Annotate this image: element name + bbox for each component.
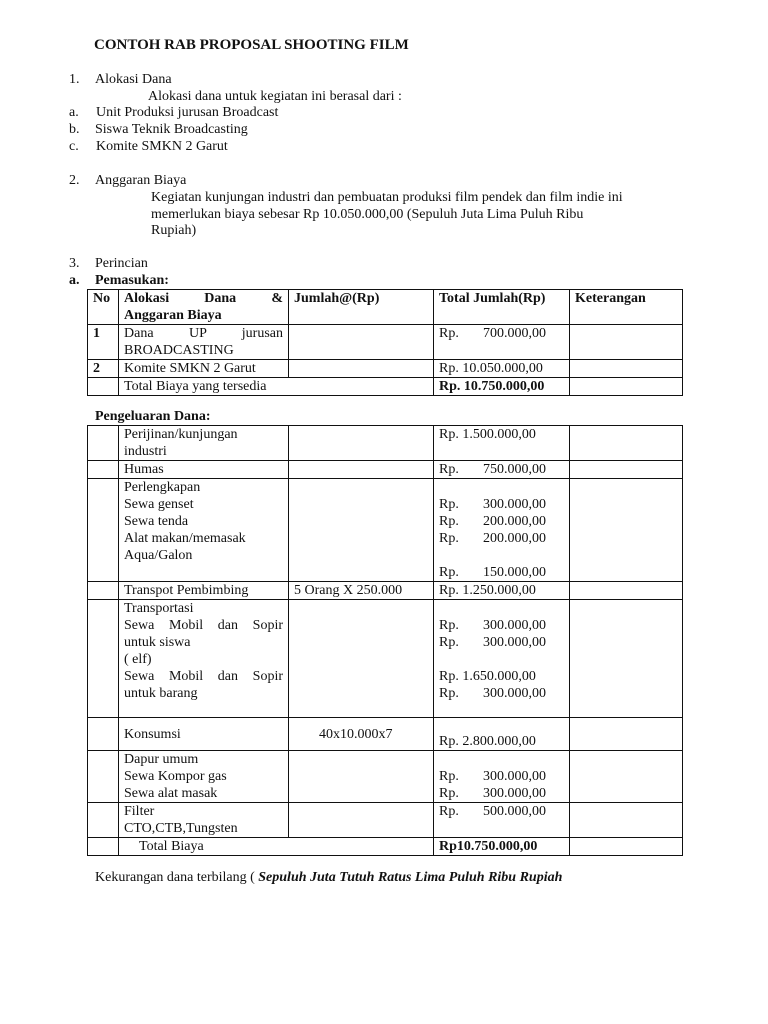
section-1-intro: Alokasi dana untuk kegiatan ini berasal dari :: [148, 89, 402, 104]
section-1-heading: Alokasi Dana: [95, 72, 172, 87]
section-1-number: 1.: [69, 72, 80, 87]
list-item: Siswa Teknik Broadcasting: [95, 122, 248, 137]
footer-note: [95, 869, 562, 886]
header-jumlah: Jumlah@(Rp): [289, 290, 434, 325]
list-marker: a.: [69, 105, 79, 120]
section-3-number: 3.: [69, 256, 80, 271]
section-2-heading: Anggaran Biaya: [95, 173, 187, 188]
table-row: Dapur umum Sewa Kompor gas Sewa alat masak Rp. 300.000,00 Rp. 300.000,00: [88, 751, 683, 803]
table-row: Transportasi Sewa Mobil dan Sopir untuk siswa ( elf) Sewa Mobil dan Sopir untuk barang Rp. 300.000,00 Rp. 300.000,00 Rp. 1.650.000,00 Rp. 300.000,00: [88, 600, 683, 718]
list-marker: b.: [69, 122, 80, 137]
section-2-line: Rupiah): [151, 223, 197, 238]
footer-prefix: Kekurangan dana terbilang (: [95, 870, 259, 885]
section-2-number: 2.: [69, 173, 80, 188]
table-header-row: [88, 290, 683, 325]
table-row: Humas Rp. 750.000,00: [88, 461, 683, 479]
header-alokasi: Alokasi Dana & Anggaran Biaya: [119, 290, 289, 325]
header-no: No: [88, 290, 119, 325]
income-table: [87, 289, 683, 396]
table-row: 2 Komite SMKN 2 Garut Rp. 10.050.000,00: [88, 360, 683, 378]
total-label: Total Biaya yang tersedia: [119, 378, 434, 396]
header-total: Total Jumlah(Rp): [434, 290, 570, 325]
section-2-line: Kegiatan kunjungan industri dan pembuatan produksi film pendek dan film indie ini: [151, 190, 623, 205]
total-value: Rp10.750.000,00: [434, 838, 570, 856]
total-label: Total Biaya: [119, 838, 434, 856]
expense-heading: Pengeluaran Dana:: [95, 409, 211, 424]
subsection-marker: a.: [69, 273, 80, 288]
expense-table: [87, 425, 683, 856]
income-heading: Pemasukan:: [95, 273, 169, 288]
document-title: CONTOH RAB PROPOSAL SHOOTING FILM: [94, 37, 409, 53]
table-row: Filter CTO,CTB,Tungsten Rp. 500.000,00: [88, 803, 683, 838]
list-item: Unit Produksi jurusan Broadcast: [96, 105, 279, 120]
header-keterangan: Keterangan: [570, 290, 683, 325]
table-row: Perijinan/kunjungan industri Rp. 1.500.000,00: [88, 426, 683, 461]
table-total-row: Total Biaya yang tersedia Rp. 10.750.000,00: [88, 378, 683, 396]
section-2-line: memerlukan biaya sebesar Rp 10.050.000,00 (Sepuluh Juta Lima Puluh Ribu: [151, 207, 584, 222]
section-3-heading: Perincian: [95, 256, 148, 271]
table-row: Konsumsi 40x10.000x7 Rp. 2.800.000,00: [88, 718, 683, 751]
footer-emphasis: Sepuluh Juta Tutuh Ratus Lima Puluh Ribu Rupiah: [258, 870, 563, 885]
list-item: Komite SMKN 2 Garut: [96, 139, 228, 154]
table-total-row: [88, 838, 683, 856]
list-marker: c.: [69, 139, 79, 154]
table-row: Perlengkapan Sewa genset Sewa tenda Alat makan/memasak Aqua/Galon Rp. 300.000,00 Rp. 200.000,00 Rp. 200.000,00 Rp. 150.000,00: [88, 479, 683, 582]
table-row: Transpot Pembimbing 5 Orang X 250.000 Rp. 1.250.000,00: [88, 582, 683, 600]
table-row: 1 Dana UP jurusan BROADCASTING Rp. 700.000,00: [88, 325, 683, 360]
